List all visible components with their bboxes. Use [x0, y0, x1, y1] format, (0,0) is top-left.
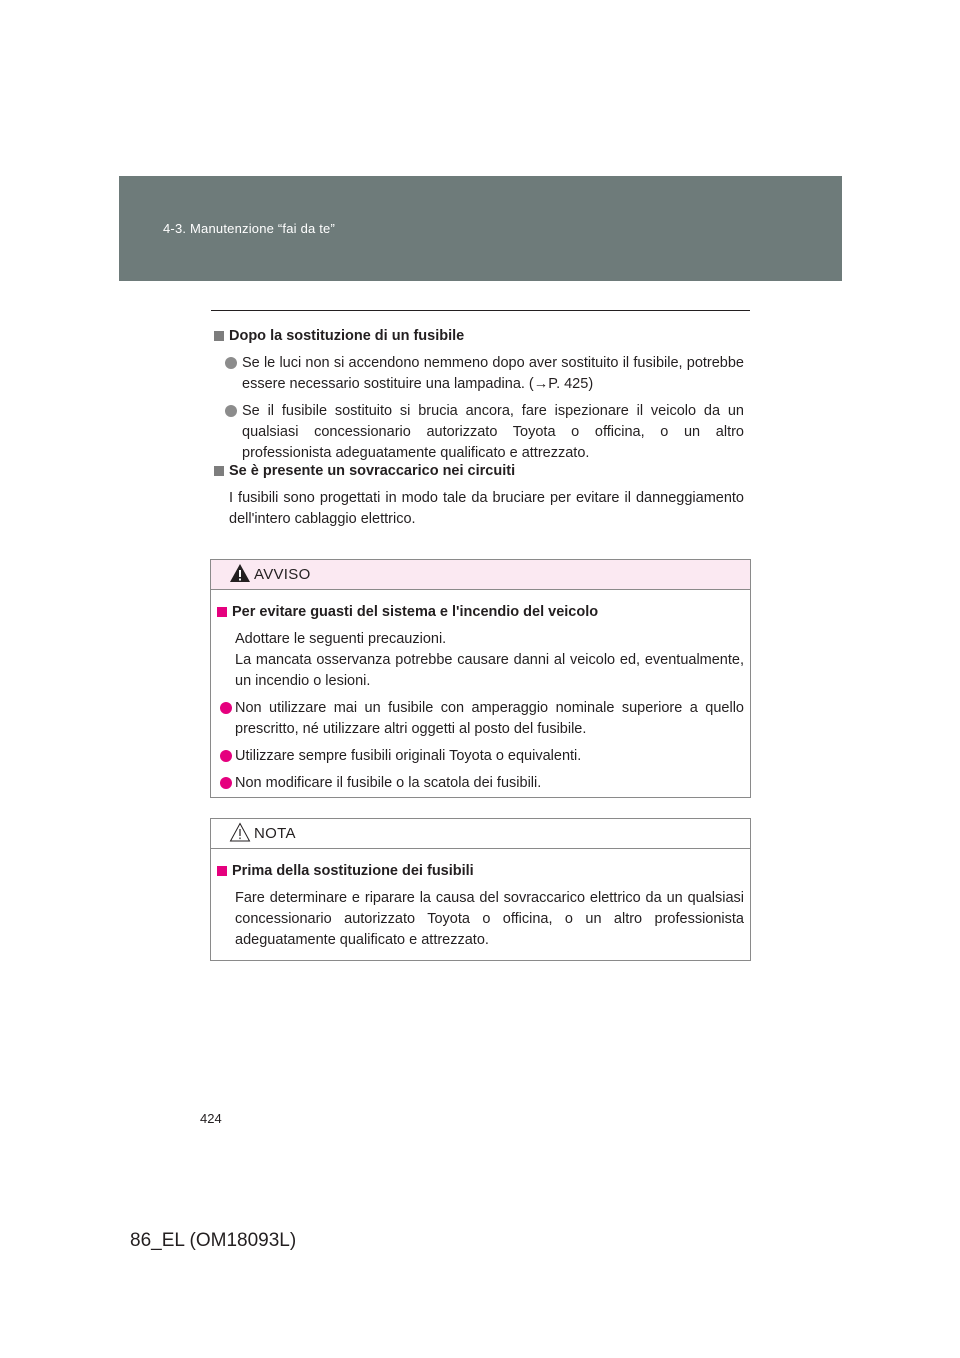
list-item: Utilizzare sempre fusibili originali Toyota o equivalenti.	[217, 746, 744, 767]
list-item: Se le luci non si accendono nemmeno dopo aver sostituito il fusibile, potrebbe essere necessario sostituire una lampadina. (→P. 425)	[214, 353, 744, 395]
circle-bullet-icon	[225, 405, 237, 417]
header-band	[119, 176, 842, 281]
warning-label: AVVISO	[254, 566, 311, 583]
notice-box	[210, 818, 751, 961]
page-number: 424	[200, 1111, 222, 1126]
square-bullet-icon	[214, 466, 224, 476]
notice-text: Fare determinare e riparare la causa del sovraccarico elettrico da un qualsiasi concessionario autorizzato Toyota o officina, o un altro professionista adeguatamente qualificato e attrezzato.	[235, 890, 744, 948]
square-bullet-icon	[217, 866, 227, 876]
divider	[211, 310, 750, 311]
square-bullet-icon	[217, 607, 227, 617]
list-item: Non utilizzare mai un fusibile con amperaggio nominale superiore a quello prescritto, né utilizzare altri oggetti al posto del fusibile.	[217, 698, 744, 740]
section-overload	[214, 461, 744, 530]
warning-header	[211, 560, 750, 590]
square-bullet-icon	[214, 331, 224, 341]
circle-bullet-icon	[220, 750, 232, 762]
notice-heading: Prima della sostituzione dei fusibili	[217, 861, 744, 882]
warning-box	[210, 559, 751, 798]
circle-bullet-icon	[220, 777, 232, 789]
section-heading: Dopo la sostituzione di un fusibile	[214, 326, 744, 347]
warning-heading: Per evitare guasti del sistema e l'incendio del veicolo	[217, 602, 744, 623]
section-heading: Se è presente un sovraccarico nei circuiti	[214, 461, 744, 482]
caution-triangle-icon	[229, 822, 251, 842]
circle-bullet-icon	[225, 357, 237, 369]
circle-bullet-icon	[220, 702, 232, 714]
section-after-replacement	[214, 326, 744, 464]
list-item: Se il fusibile sostituito si brucia ancora, fare ispezionare il veicolo da un qualsiasi concessionario autorizzato Toyota o officina, o un altro professionista adeguatamente qualificato e attrezzato.	[214, 401, 744, 464]
list-item: Non modificare il fusibile o la scatola dei fusibili.	[217, 773, 744, 794]
warning-triangle-icon	[229, 563, 251, 583]
notice-label: NOTA	[254, 825, 296, 842]
warning-intro: La mancata osservanza potrebbe causare danni al veicolo ed, eventualmente, un incendio o lesioni.	[235, 652, 744, 689]
section-title: 4-3. Manutenzione “fai da te”	[163, 221, 336, 236]
notice-header	[211, 819, 750, 849]
document-code: 86_EL (OM18093L)	[130, 1230, 297, 1251]
warning-intro: Adottare le seguenti precauzioni.	[235, 631, 447, 647]
body-text: I fusibili sono progettati in modo tale da bruciare per evitare il danneggiamento dell'intero cablaggio elettrico.	[229, 490, 744, 527]
